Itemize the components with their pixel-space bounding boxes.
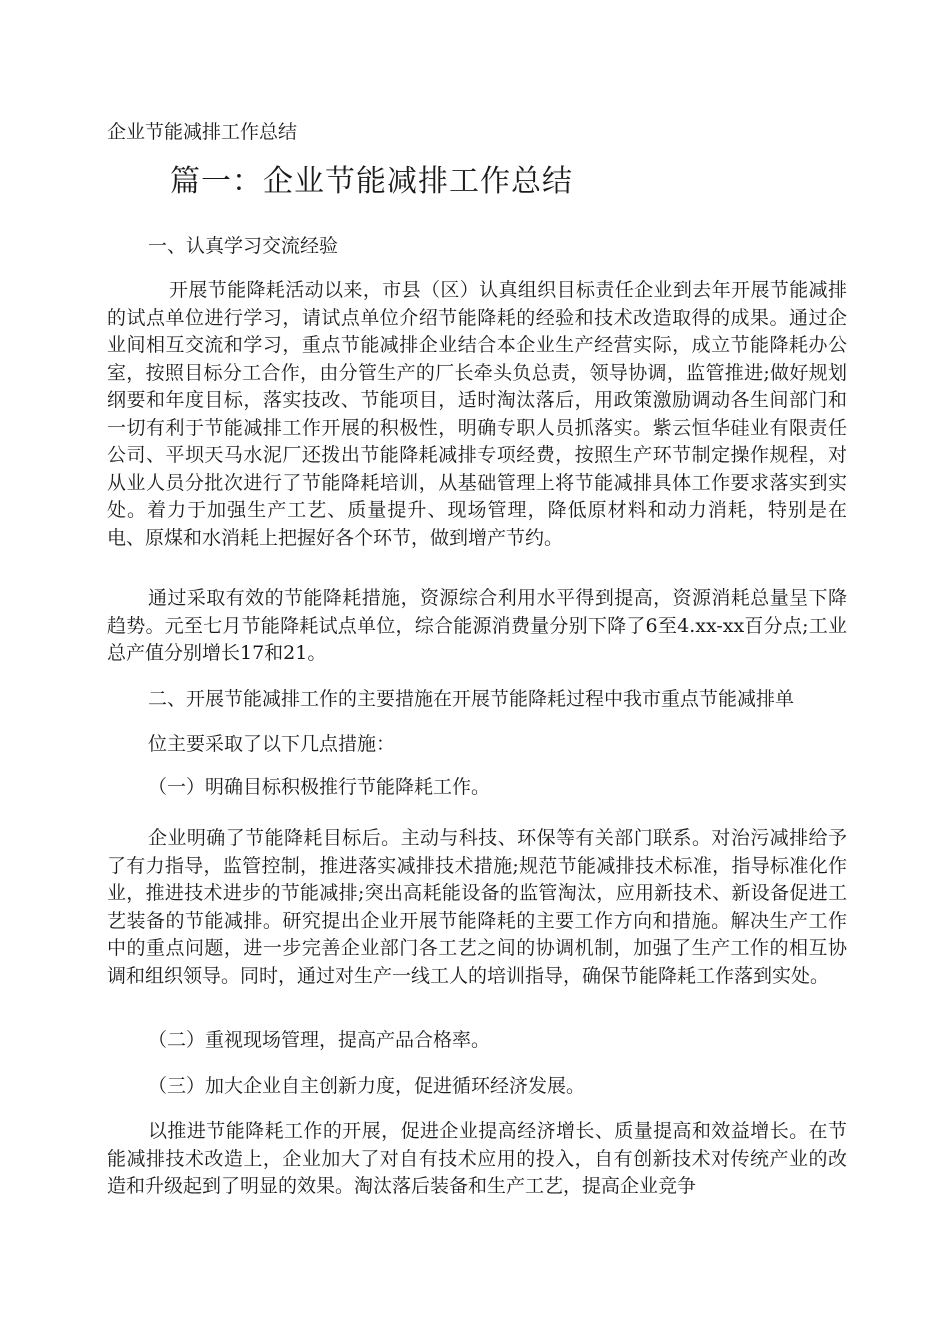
paragraph-3: 企业明确了节能降耗目标后。主动与科技、环保等有关部门联系。对治污减排给予了有力指导，监管控制，推进落实减排技术措施;规范节能减排技术标准，指导标准化作业，推进技术进步的节能减排;突出高耗能设备的监管淘汰，应用新技术、新设备促进工艺装备的节能减排。研究提出企业开展节能降耗的主要工作方向和措施。解决生产工作中的重点问题，进一步完善企业部门各工艺之间的协调机制，加强了生产工作的相互协调和组织领导。同时，通过对生产一线工人的培训指导，确保节能降耗工作落到实处。 bbox=[107, 827, 847, 987]
subsection-heading-3: （三）加大企业自主创新力度，促进循环经济发展。 bbox=[148, 1075, 586, 1097]
section-heading-1: 一、认真学习交流经验 bbox=[148, 235, 339, 257]
subsection-heading-1: （一）明确目标积极推行节能降耗工作。 bbox=[148, 776, 491, 798]
document-title: 企业节能减排工作总结 bbox=[107, 121, 298, 143]
article-heading: 篇一：企业节能减排工作总结 bbox=[170, 164, 573, 199]
subsection-heading-2: （二）重视现场管理，提高产品合格率。 bbox=[148, 1029, 491, 1051]
paragraph-4: 以推进节能降耗工作的开展，促进企业提高经济增长、质量提高和效益增长。在节能减排技术改造上，企业加大了对自有技术应用的投入，自有创新技术对传统产业的改造和升级起到了明显的效果。淘汰落后装备和生产工艺，提高企业竞争 bbox=[107, 1120, 847, 1197]
section-heading-2-line-2: 位主要采取了以下几点措施： bbox=[148, 733, 396, 755]
paragraph-2: 通过采取有效的节能降耗措施，资源综合利用水平得到提高，资源消耗总量呈下降趋势。元至七月节能降耗试点单位，综合能源消费量分别下降了6至4.xx-xx百分点;工业总产值分别增长17和21。 bbox=[107, 587, 847, 664]
paragraph-1: 开展节能降耗活动以来，市县（区）认真组织目标责任企业到去年开展节能减排的试点单位进行学习，请试点单位介绍节能降耗的经验和技术改造取得的成果。通过企业间相互交流和学习，重点节能减排企业结合本企业生产经营实际，成立节能降耗办公室，按照目标分工合作，由分管生产的厂长牵头负总责，领导协调，监管推进;做好规划纲要和年度目标，落实技改、节能项目，适时淘汰落后，用政策激励调动各生间部门和一切有利于节能减排工作开展的积极性，明确专职人员抓落实。紫云恒华硅业有限责任公司、平坝天马水泥厂还拨出节能降耗减排专项经费，按照生产环节制定操作规程，对从业人员分批次进行了节能降耗培训，从基础管理上将节能减排具体工作要求落实到实处。着力于加强生产工艺、质量提升、现场管理，降低原材料和动力消耗，特别是在电、原煤和水消耗上把握好各个环节，做到增产节约。 bbox=[107, 279, 847, 549]
section-heading-2-line-1: 二、开展节能减排工作的主要措施在开展节能降耗过程中我市重点节能减排单 bbox=[148, 688, 795, 710]
